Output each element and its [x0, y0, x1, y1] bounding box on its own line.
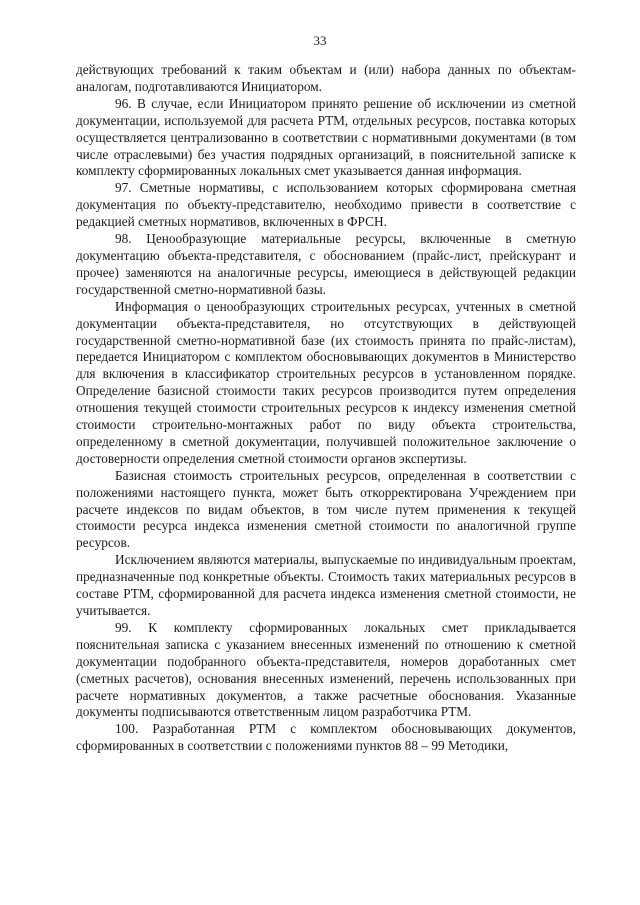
paragraph-item-97: 97. Сметные нормативы, с использованием которых сформирована сметная документация по объекту-представителю, необходимо привести в соответствие с редакцией сметных нормативов, включенных в ФРСН. [76, 180, 576, 230]
paragraph-resource-info: Информация о ценообразующих строительных ресурсах, учтенных в сметной документации объекта-представителя, но отсутствующих в действующей государственной сметно-нормативной базе (их стоимость принята по прайс-листам), передается Инициатором с комплектом обосновывающих документов в Министерство для включения в классификатор строительных ресурсов в установленном порядке. Определение базисной стоимости таких ресурсов производится путем определения отношения текущей стоимости строительных ресурсов к индексу изменения сметной стоимости строительно-монтажных работ по виду объекта строительства, определенному в сметной документации, получившей положительное заключение о достоверности определения сметной стоимости органов экспертизы. [76, 298, 576, 466]
paragraph-item-98: 98. Ценообразующие материальные ресурсы, включенные в сметную документацию объекта-представителя, с обоснованием (прайс-лист, прейскурант и прочее) заменяются на аналогичные ресурсы, имеющиеся в действующей редакции государственной сметно-нормативной базы. [76, 231, 576, 297]
paragraph-continuation: действующих требований к таким объектам и (или) набора данных по объектам-аналогам, подготавливаются Инициатором. [76, 62, 576, 94]
paragraph-item-100: 100. Разработанная РТМ с комплектом обосновывающих документов, сформированных в соответствии с положениями пунктов 88 – 99 Методики, [76, 721, 576, 754]
page-number: 33 [313, 33, 327, 48]
paragraph-item-96: 96. В случае, если Инициатором принято решение об исключении из сметной документации, используемой для расчета РТМ, отдельных ресурсов, поставка которых осуществляется централизованно в соответствии с нормативными документами (в том числе отраслевыми) без участия подрядных организаций, в пояснительной записке к комплекту сформированных локальных смет указывается данная информация. [76, 95, 576, 179]
paragraph-item-99: 99. К комплекту сформированных локальных смет прикладывается пояснительная записка с указанием внесенных изменений по отношению к сметной документации подобранного объекта-представителя, номеров доработанных смет (сметных расчетов), основания внесенных изменений, перечень использованных при расчете нормативных документов, а также расчетные обоснования. Указанные документы подписываются ответственным лицом разработчика РТМ. [76, 619, 576, 720]
document-body [76, 62, 576, 755]
paragraph-exclusion: Исключением являются материалы, выпускаемые по индивидуальным проектам, предназначенные под конкретные объекты. Стоимость таких материальных ресурсов в составе РТМ, сформированной для расчета индекса изменения сметной стоимости, не учитывается. [76, 552, 576, 618]
paragraph-base-cost: Базисная стоимость строительных ресурсов, определенная в соответствии с положениями настоящего пункта, может быть откорректирована Учреждением при расчете индексов по видам объектов, в том числе путем применения к текущей стоимости ресурса индекса изменения сметной стоимости по аналогичной группе ресурсов. [76, 467, 576, 551]
